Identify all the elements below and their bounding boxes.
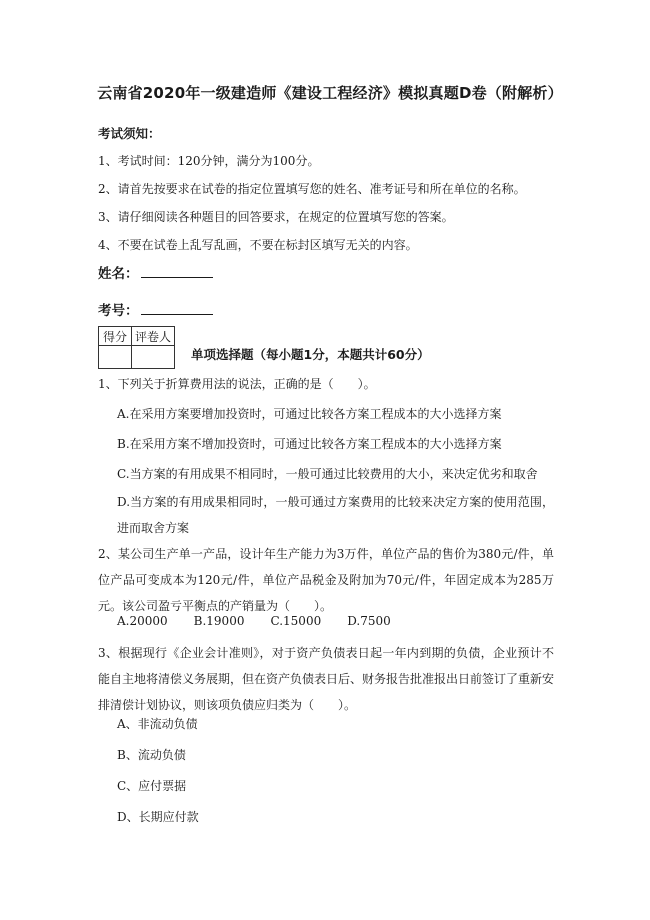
section-heading: 单项选择题（每小题1分，本题共计60分） [191, 347, 430, 362]
exam-id-field [98, 299, 213, 319]
notice-heading: 考试须知： [98, 126, 161, 141]
question-option[interactable]: D.7500 [347, 614, 391, 628]
question-stem: 1、下列关于折算费用法的说法，正确的是（ ）。 [98, 377, 376, 391]
question-option[interactable]: D.当方案的有用成果相同时，一般可通过方案费用的比较来决定方案的使用范围，进而取舍方案 [117, 495, 554, 535]
page-title: 云南省2020年一级建造师《建设工程经济》模拟真题D卷（附解析） [97, 84, 563, 102]
question-options-row [117, 614, 417, 628]
notice-item: 4、不要在试卷上乱写乱画，不要在标封区填写无关的内容。 [98, 238, 418, 252]
name-label: 姓名： [98, 266, 139, 282]
question-option[interactable]: B、流动负债 [117, 748, 186, 762]
question-option[interactable]: C.15000 [270, 614, 322, 628]
question-option[interactable]: C、应付票据 [117, 779, 187, 793]
notice-item: 2、请首先按要求在试卷的指定位置填写您的姓名、准考证号和所在单位的名称。 [98, 182, 526, 196]
reviewer-cell[interactable] [132, 346, 175, 369]
question-option[interactable]: A、非流动负债 [117, 717, 198, 731]
notice-item: 3、请仔细阅读各种题目的回答要求，在规定的位置填写您的答案。 [98, 210, 454, 224]
score-table [98, 326, 175, 369]
question-option[interactable]: D、长期应付款 [117, 810, 199, 824]
question-option[interactable]: B.19000 [193, 614, 245, 628]
question-stem: 2、某公司生产单一产品，设计年生产能力为3万件，单位产品的售价为380元/件，单位产品可变成本为120元/件，单位产品税金及附加为70元/件，年固定成本为285万元。该公司盈亏平衡点的产销量为（ ）。 [98, 547, 554, 613]
question-stem: 3、根据现行《企业会计准则》，对于资产负债表日起一年内到期的负债，企业预计不能自主地将清偿义务展期，但在资产负债表日后、财务报告批准报出日前签订了重新安排清偿计划协议，则该项负债应归类为（ ）。 [98, 646, 555, 712]
score-header: 得分 [99, 327, 132, 346]
reviewer-header: 评卷人 [132, 327, 175, 346]
name-blank[interactable] [141, 265, 213, 278]
name-field [98, 262, 213, 282]
question-option[interactable]: B.在采用方案不增加投资时，可通过比较各方案工程成本的大小选择方案 [117, 437, 502, 451]
question-option[interactable]: A.在采用方案要增加投资时，可通过比较各方案工程成本的大小选择方案 [117, 407, 502, 421]
exam-id-blank[interactable] [141, 302, 213, 315]
question-option[interactable]: A.20000 [117, 614, 168, 628]
exam-id-label: 考号： [98, 303, 139, 319]
question-option[interactable]: C.当方案的有用成果不相同时，一般可通过比较费用的大小，来决定优劣和取舍 [117, 467, 538, 481]
notice-item: 1、考试时间：120分钟，满分为100分。 [98, 154, 320, 168]
score-cell[interactable] [99, 346, 132, 369]
